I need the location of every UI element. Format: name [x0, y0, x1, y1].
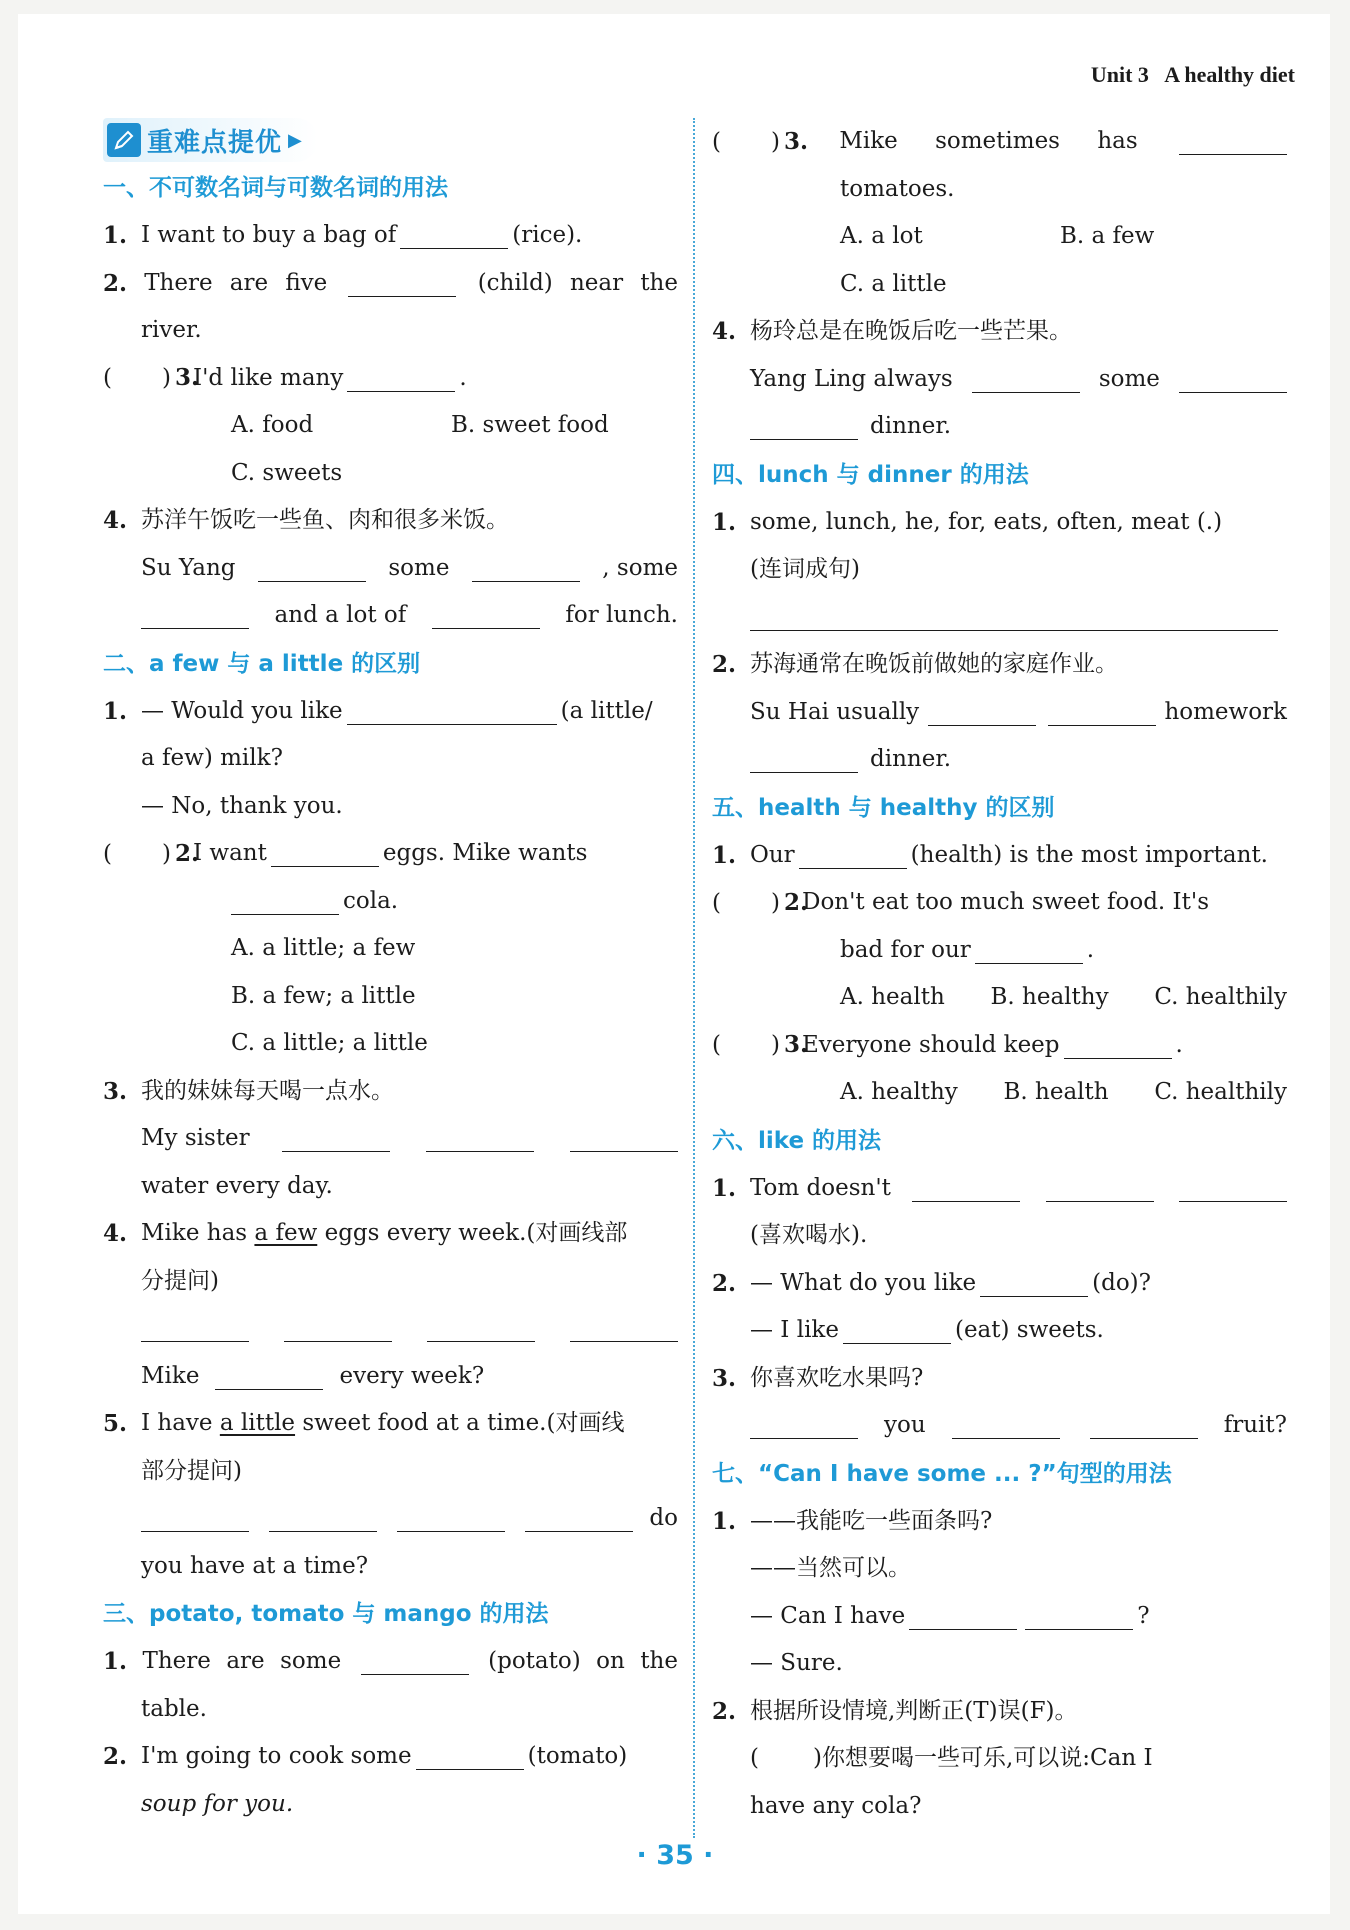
answer-blank[interactable]: [972, 366, 1080, 393]
question-line: soup for you.: [141, 1790, 294, 1817]
question-line: bad for our .: [840, 936, 1095, 963]
answer-blank[interactable]: [141, 1505, 249, 1532]
question-line: 1. — Would you like (a little/: [103, 697, 653, 725]
question-line: 5. I have a little sweet food at a time.(对画线: [103, 1400, 678, 1448]
page-number: · 35 ·: [636, 1840, 714, 1871]
answer-bracket[interactable]: ( ) 3.: [712, 127, 808, 155]
question-line: 1. Our (health) is the most important.: [712, 841, 1268, 869]
answer-blank[interactable]: [1179, 1175, 1287, 1202]
question-line: — Sure.: [750, 1650, 843, 1676]
question-line: — No, thank you.: [141, 792, 343, 819]
question-line: Su Hai usually homework: [750, 698, 1287, 725]
question-line: 1. Tom doesn't: [712, 1165, 1287, 1213]
question-line: 2. I'm going to cook some (tomato): [103, 1743, 628, 1770]
answer-blank[interactable]: [1046, 1175, 1154, 1202]
answer-line: [103, 1305, 678, 1353]
question-line: — I like (eat) sweets.: [750, 1317, 1104, 1343]
badge-title: 重难点提优: [147, 127, 283, 158]
option-b[interactable]: B. sweet food: [451, 412, 609, 438]
answer-blank[interactable]: [432, 602, 540, 629]
answer-blank[interactable]: [284, 1315, 392, 1342]
option-b[interactable]: B. a few: [1060, 223, 1155, 249]
answer-line: do: [103, 1495, 678, 1543]
question-line: Yang Ling always some: [712, 356, 1287, 404]
question-line: My sister: [103, 1115, 678, 1163]
answer-blank[interactable]: [1064, 1032, 1172, 1059]
answer-blank[interactable]: [1179, 366, 1287, 393]
question-line: 2. 苏海通常在晚饭前做她的家庭作业。: [712, 651, 1118, 678]
question-line: 1. ——我能吃一些面条吗?: [712, 1507, 993, 1535]
answer-blank[interactable]: [347, 365, 455, 392]
section-heading-6: 六、like 的用法: [712, 1127, 882, 1154]
answer-blank[interactable]: [258, 555, 366, 582]
answer-blank[interactable]: [1090, 1412, 1198, 1439]
left-column: [103, 118, 678, 1828]
unit-title: A healthy diet: [1164, 62, 1295, 87]
section-heading-3: 三、potato, tomato 与 mango 的用法: [103, 1601, 549, 1627]
pencil-icon: [107, 123, 141, 157]
answer-blank[interactable]: [472, 555, 580, 582]
option-line: [712, 974, 1287, 1022]
section-heading-5: 五、health 与 healthy 的区别: [712, 794, 1055, 821]
underlined-phrase: a few: [254, 1220, 318, 1246]
question-line: 部分提问): [141, 1457, 242, 1484]
option-c[interactable]: C. a little: [840, 270, 947, 297]
answer-blank[interactable]: [141, 1315, 249, 1342]
section-heading-1: 一、不可数名词与可数名词的用法: [103, 175, 448, 201]
question-line: you fruit?: [712, 1402, 1287, 1450]
chevron-right-icon: ▶: [288, 129, 302, 151]
option-c[interactable]: C. healthily: [1154, 984, 1287, 1010]
answer-blank[interactable]: [975, 937, 1083, 964]
section-heading-7: 七、“Can I have some ... ?”句型的用法: [712, 1460, 1172, 1487]
answer-blank[interactable]: [231, 888, 339, 915]
question-line: 2. — What do you like (do)?: [712, 1269, 1151, 1297]
answer-blank[interactable]: [909, 1603, 1017, 1630]
option-a[interactable]: A. healthy: [840, 1079, 958, 1105]
answer-blank[interactable]: [416, 1743, 524, 1770]
question-line: 1. I want to buy a bag of (rice).: [103, 222, 583, 249]
question-line: 4. Mike has a few eggs every week.(对画线部: [103, 1210, 678, 1258]
question-line: a few) milk?: [141, 745, 283, 771]
question-line: ( ) 3. Mike sometimes has: [712, 118, 1287, 166]
unit-label: Unit 3: [1090, 62, 1149, 87]
answer-blank[interactable]: [426, 1125, 534, 1152]
answer-blank[interactable]: [843, 1317, 951, 1344]
answer-bracket[interactable]: ( ) 2.: [103, 839, 199, 867]
question-line: table.: [141, 1695, 207, 1722]
answer-blank[interactable]: [750, 413, 858, 440]
question-line: ——当然可以。: [750, 1555, 911, 1581]
question-line: Su Yang some , some: [141, 554, 678, 581]
option-b[interactable]: B. a few; a little: [231, 982, 416, 1009]
answer-blank[interactable]: [282, 1125, 390, 1152]
right-column: [712, 118, 1287, 1830]
answer-blank[interactable]: [400, 222, 508, 249]
question-line: 3. 你喜欢吃水果吗?: [712, 1364, 924, 1392]
question-line: ( ) 3. Everyone should keep .: [712, 1022, 1287, 1070]
option-line: [712, 1069, 1287, 1117]
answer-blank[interactable]: [750, 604, 1278, 631]
option-line: [712, 213, 1287, 261]
answer-blank[interactable]: [361, 1648, 469, 1675]
option-a[interactable]: A. a lot: [840, 223, 923, 249]
answer-blank[interactable]: [397, 1505, 505, 1532]
question-line: ( ) 2. Don't eat too much sweet food. It's: [712, 879, 1287, 927]
question-line: ( ) 3. I'd like many .: [103, 355, 678, 403]
section-badge: [103, 118, 318, 162]
answer-blank[interactable]: [980, 1270, 1088, 1297]
answer-bracket[interactable]: ( ): [750, 1745, 822, 1771]
answer-blank[interactable]: [928, 699, 1036, 726]
answer-blank[interactable]: [427, 1315, 535, 1342]
option-line: [103, 450, 678, 498]
question-line: and a lot of for lunch.: [103, 592, 678, 640]
answer-blank[interactable]: [799, 842, 907, 869]
question-line: 1. There are some (potato) on the: [103, 1648, 678, 1675]
question-line: have any cola?: [750, 1792, 922, 1819]
option-c[interactable]: C. healthily: [1154, 1079, 1287, 1105]
answer-blank[interactable]: [1025, 1603, 1133, 1630]
answer-blank[interactable]: [750, 746, 858, 773]
option-line: [103, 1020, 678, 1068]
answer-blank[interactable]: [912, 1175, 1020, 1202]
question-line: you have at a time?: [141, 1552, 369, 1579]
section-heading-4: 四、lunch 与 dinner 的用法: [712, 461, 1029, 488]
option-b[interactable]: B. health: [1003, 1079, 1109, 1105]
question-line: (喜欢喝水).: [750, 1222, 868, 1248]
option-line: [103, 925, 678, 973]
option-b[interactable]: B. healthy: [990, 984, 1109, 1010]
question-line: 3. 我的妹妹每天喝一点水。: [103, 1077, 394, 1105]
answer-blank[interactable]: [271, 840, 379, 867]
running-header: [1091, 62, 1295, 88]
question-line: tomatoes.: [840, 175, 955, 202]
answer-bracket[interactable]: ( ) 2.: [712, 888, 808, 916]
question-line: dinner.: [712, 736, 1287, 784]
column-divider: [693, 118, 695, 1838]
option-line: [103, 973, 678, 1021]
answer-blank[interactable]: [570, 1125, 678, 1152]
question-line: 4. 杨玲总是在晚饭后吃一些芒果。: [712, 318, 1072, 345]
option-c[interactable]: C. a little; a little: [231, 1030, 428, 1056]
question-line: (连词成句): [750, 556, 860, 582]
option-a[interactable]: A. health: [840, 984, 945, 1010]
answer-blank[interactable]: [750, 1412, 858, 1439]
answer-bracket[interactable]: ( ) 3.: [712, 1031, 808, 1058]
answer-blank[interactable]: [141, 602, 249, 629]
answer-blank[interactable]: [269, 1505, 377, 1532]
question-line: 2. There are five (child) near the: [103, 269, 678, 297]
question-line: 1. some, lunch, he, for, eats, often, meat (.): [712, 508, 1223, 536]
question-line: ( ) 2. I want eggs. Mike wants: [103, 830, 678, 878]
question-line: 2. 根据所设情境,判断正(T)误(F)。: [712, 1697, 1078, 1725]
underlined-phrase: a little: [219, 1410, 296, 1436]
question-line: dinner.: [712, 403, 1287, 451]
question-line: river.: [141, 317, 202, 343]
question-line: ( ) 你想要喝一些可乐,可以说:Can I: [712, 1735, 1287, 1783]
question-line: water every day.: [141, 1172, 333, 1199]
answer-blank[interactable]: [570, 1315, 678, 1342]
answer-blank[interactable]: [1179, 128, 1287, 155]
option-a[interactable]: A. a little; a few: [231, 935, 416, 961]
option-a[interactable]: A. food: [231, 412, 314, 438]
option-line: [712, 261, 1287, 309]
answer-blank[interactable]: [215, 1363, 323, 1390]
answer-blank[interactable]: [952, 1412, 1060, 1439]
answer-bracket[interactable]: ( ) 3.: [103, 364, 199, 391]
question-line: 4. 苏洋午饭吃一些鱼、肉和很多米饭。: [103, 507, 509, 534]
answer-blank[interactable]: [347, 698, 557, 725]
question-line: cola.: [103, 878, 678, 926]
answer-blank[interactable]: [348, 270, 456, 297]
option-c[interactable]: C. sweets: [231, 459, 343, 486]
answer-line: [712, 594, 1287, 642]
option-line: [103, 402, 678, 450]
question-line: 分提问): [141, 1267, 219, 1294]
question-line: — Can I have ?: [750, 1602, 1150, 1629]
answer-blank[interactable]: [525, 1505, 633, 1532]
section-heading-2: 二、a few 与 a little 的区别: [103, 650, 421, 677]
answer-blank[interactable]: [1048, 699, 1156, 726]
question-line: Mike every week?: [141, 1362, 485, 1389]
